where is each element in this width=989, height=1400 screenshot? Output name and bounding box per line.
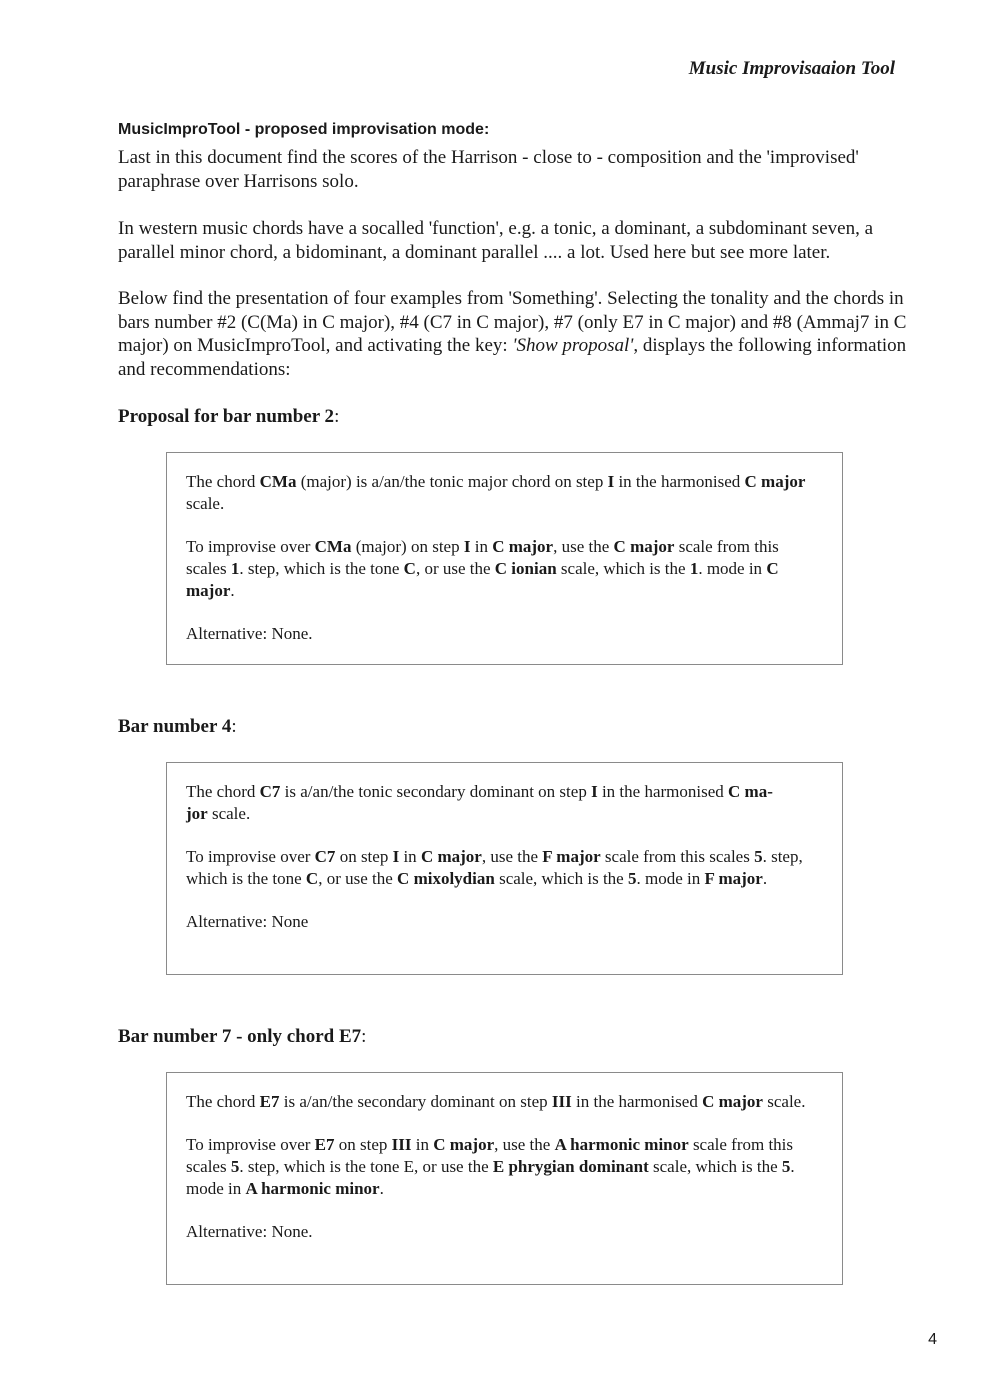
text-run: in the harmonised (571, 1092, 703, 1111)
bar-7-chord-info (186, 1091, 822, 1113)
text-run: . step, which is the tone E, or use the (239, 1157, 493, 1176)
text-run: on step (335, 847, 393, 866)
bar-4-heading-colon: : (231, 716, 237, 737)
bar-2-alternative: Alternative: None. (186, 624, 313, 643)
text-run: , use the (553, 537, 614, 556)
key-name: C major (744, 472, 806, 491)
bar-4-improvise-info (186, 846, 822, 890)
text-run: The chord (186, 472, 260, 491)
text-run: . (762, 869, 768, 888)
text-run: , or use the (318, 869, 398, 888)
bar-4-heading-text: Bar number 4 (118, 716, 232, 737)
function-paragraph: In western music chords have a socalled 'function', e.g. a tonic, a dominant, a subdominant seven, a parallel minor chord, a bidominant, a dominant parallel .... a lot. Used here but see more later. (118, 218, 874, 263)
text-run: scale from this scales (600, 847, 755, 866)
text-run: on step (334, 1135, 392, 1154)
mode-name: C mixolydian (397, 869, 495, 888)
step-number: I (392, 847, 400, 866)
text-run: in (470, 537, 493, 556)
text-run: scale from this scales (186, 1135, 794, 1176)
text-run: , use the (494, 1135, 555, 1154)
step-number: 1 (230, 559, 240, 578)
text-run: To improvise over (186, 847, 315, 866)
mode-name: E phrygian dominant (492, 1157, 649, 1176)
text-run: The chord (186, 1092, 260, 1111)
text-run: scale, which is the (556, 559, 690, 578)
tone-name: C (305, 869, 319, 888)
scale-name: A harmonic minor (554, 1135, 689, 1154)
text-run: . (230, 581, 235, 600)
text-run: To improvise over (186, 537, 315, 556)
chord-name: C7 (314, 847, 336, 866)
key-name: C major (433, 1135, 495, 1154)
key-name: C major (186, 559, 779, 600)
text-run: . mode in (698, 559, 767, 578)
key-name: C major (420, 847, 482, 866)
chord-name: CMa (314, 537, 352, 556)
bar-2-heading-text: Proposal for bar number 2 (118, 406, 335, 427)
text-run: To improvise over (186, 1135, 315, 1154)
running-header-title: Music Improvisaaion Tool (688, 58, 895, 79)
step-number: III (391, 1135, 412, 1154)
text-run: scale. (762, 1092, 806, 1111)
chord-name: CMa (259, 472, 297, 491)
step-number: 5 (230, 1157, 240, 1176)
text-run: . step, which is the tone (186, 847, 803, 888)
bar-7-proposal-box (166, 1072, 843, 1285)
bar-2-heading (118, 405, 339, 428)
mode-number: 1 (689, 559, 699, 578)
scale-name: C major (613, 537, 675, 556)
step-number: 5 (754, 847, 763, 866)
key-name: C major (492, 537, 554, 556)
text-run: scale. (207, 804, 251, 823)
show-proposal-key-name: 'Show proposal' (512, 335, 634, 356)
bar-2-chord-info (186, 471, 822, 515)
page-number: 4 (928, 1331, 937, 1348)
mode-name: C ionian (494, 559, 557, 578)
chord-name: E7 (259, 1092, 280, 1111)
text-run: scale from this scales (186, 537, 779, 578)
mode-number: 5 (627, 869, 637, 888)
examples-text-before: Below find the presentation of four examples from 'Something'. Selecting the tonality and the chords in bars number #2 (C(Ma) in C major), #4 (C7 in C major), #7 (only E7 in C major) and #8 (Ammaj7 in C major) on MusicImproTool, and activating the key: (118, 288, 907, 356)
examples-paragraph (118, 287, 908, 381)
text-run: in the harmonised (597, 782, 729, 801)
text-run: in the harmonised (614, 472, 745, 491)
key-name: C ma- (728, 782, 773, 801)
bar-7-heading-text: Bar number 7 - only chord E7 (118, 1026, 362, 1047)
step-number: III (551, 1092, 572, 1111)
chord-name: E7 (314, 1135, 335, 1154)
text-run: . mode in (636, 869, 705, 888)
step-number: I (607, 472, 615, 491)
text-run: , or use the (415, 559, 495, 578)
text-run: scale, which is the (494, 869, 628, 888)
text-run: (major) on step (351, 537, 464, 556)
text-run: , use the (481, 847, 543, 866)
mode-number: 5 (781, 1157, 791, 1176)
text-run: . (379, 1179, 384, 1198)
section-heading: MusicImproTool - proposed improvisation mode: (118, 121, 490, 138)
bar-2-heading-colon: : (334, 406, 340, 427)
bar-4-chord-info (186, 781, 822, 825)
text-run: scale. (186, 494, 225, 513)
bar-7-alternative: Alternative: None. (186, 1222, 313, 1241)
step-number: I (591, 782, 598, 801)
key-name-continued: jor (186, 804, 208, 823)
text-run: in (411, 1135, 434, 1154)
text-run: The chord (186, 782, 260, 801)
bar-4-alternative: Alternative: None (186, 912, 309, 931)
intro-paragraph: Last in this document find the scores of the Harrison - close to - composition and the 'improvised' paraphrase over Harrisons solo. (118, 147, 859, 192)
step-number: I (463, 537, 471, 556)
scale-name: A harmonic minor (245, 1179, 380, 1198)
text-run: (major) is a/an/the tonic major chord on step (296, 472, 608, 491)
bar-4-heading (118, 715, 237, 738)
bar-2-improvise-info (186, 536, 822, 602)
scale-name: F major (542, 847, 601, 866)
bar-7-heading (118, 1025, 366, 1048)
key-name: C major (702, 1092, 763, 1111)
bar-7-improvise-info (186, 1134, 822, 1200)
text-run: . step, which is the tone (239, 559, 404, 578)
text-run: is a/an/the secondary dominant on step (279, 1092, 552, 1111)
text-run: is a/an/the tonic secondary dominant on step (280, 782, 592, 801)
bar-4-proposal-box (166, 762, 843, 975)
examples-text-after: , displays the following information and recommendations: (118, 335, 907, 380)
chord-name: C7 (259, 782, 281, 801)
bar-2-proposal-box (166, 452, 843, 665)
bar-7-heading-colon: : (361, 1026, 367, 1047)
key-name: F major (704, 869, 763, 888)
text-run: scale, which is the (648, 1157, 782, 1176)
tone-name: C (403, 559, 416, 578)
text-run: in (399, 847, 421, 866)
text-run: . mode in (186, 1157, 795, 1198)
